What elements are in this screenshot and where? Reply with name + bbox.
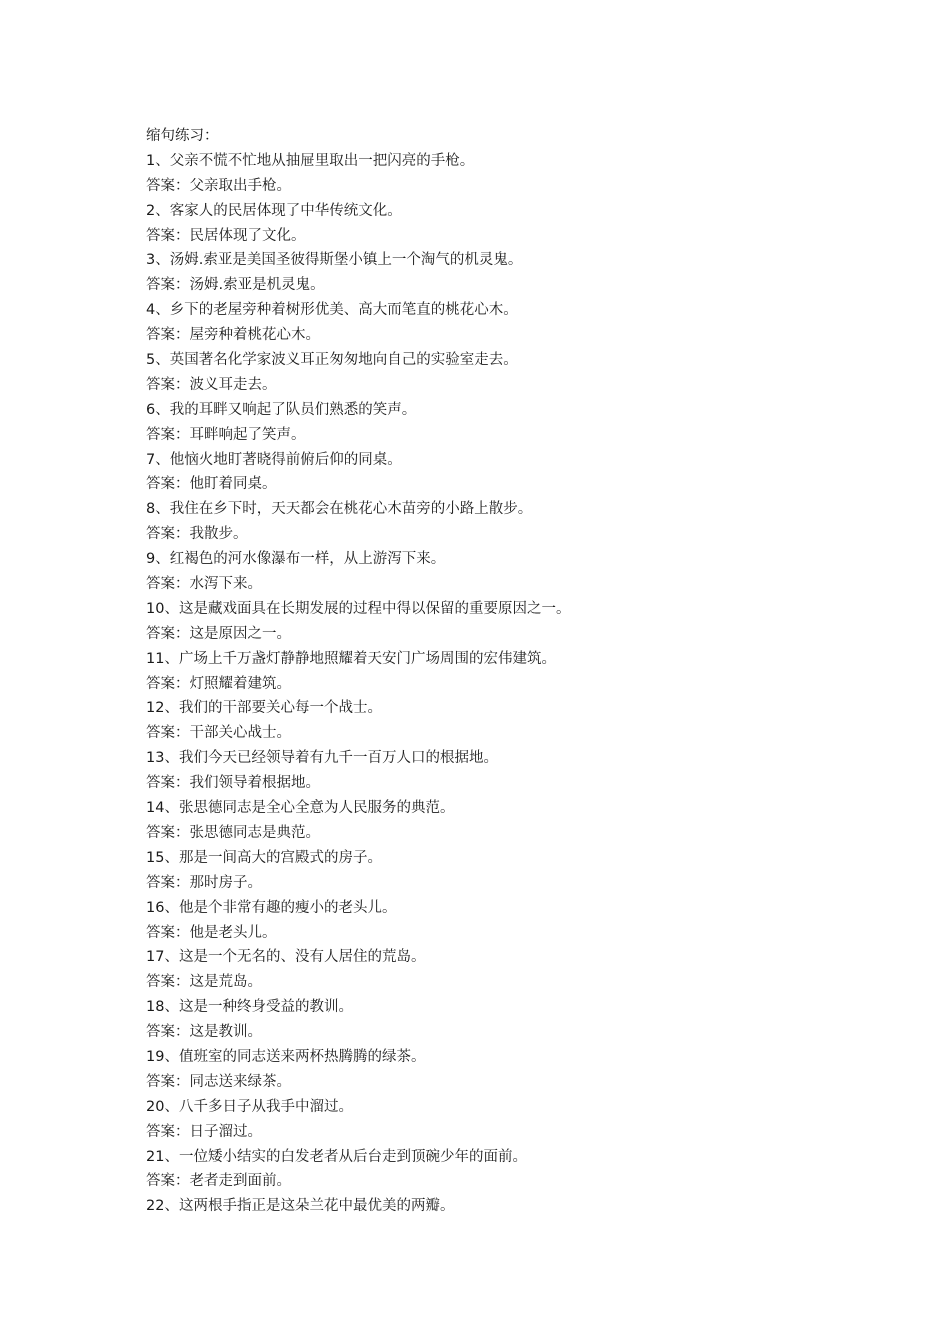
- exercise-question: 5、英国著名化学家波义耳正匆匆地向自己的实验室走去。: [146, 352, 518, 369]
- exercise-answer: 答案：同志送来绿茶。: [146, 1073, 291, 1090]
- exercise-question: 20、八千多日子从我手中溜过。: [146, 1098, 353, 1115]
- exercise-question: 22、这两根手指正是这朵兰花中最优美的两瓣。: [146, 1198, 455, 1215]
- exercise-answer: 答案：他是老头儿。: [146, 924, 277, 941]
- exercise-question: 17、这是一个无名的、没有人居住的荒岛。: [146, 949, 426, 966]
- exercise-question: 16、他是个非常有趣的瘦小的老头儿。: [146, 899, 397, 916]
- exercise-answer: 答案：民居体现了文化。: [146, 227, 306, 244]
- exercise-answer: 答案：老者走到面前。: [146, 1173, 291, 1190]
- exercise-answer: 答案：这是荒岛。: [146, 974, 262, 991]
- exercise-question: 12、我们的干部要关心每一个战士。: [146, 700, 382, 717]
- exercise-answer: 答案：我散步。: [146, 526, 248, 543]
- exercise-answer: 答案：他盯着同桌。: [146, 476, 277, 493]
- exercise-answer: 答案：波义耳走去。: [146, 376, 277, 393]
- exercise-answer: 答案：屋旁种着桃花心木。: [146, 327, 320, 344]
- exercise-answer: 答案：那时房子。: [146, 874, 262, 891]
- exercise-answer: 答案：灯照耀着建筑。: [146, 675, 291, 692]
- exercise-answer: 答案：这是原因之一。: [146, 625, 291, 642]
- exercise-question: 1、父亲不慌不忙地从抽屉里取出一把闪亮的手枪。: [146, 152, 475, 169]
- exercise-question: 15、那是一间高大的宫殿式的房子。: [146, 849, 382, 866]
- exercise-question: 10、这是藏戏面具在长期发展的过程中得以保留的重要原因之一。: [146, 600, 571, 617]
- exercise-answer: 答案：我们领导着根据地。: [146, 775, 320, 792]
- exercise-answer: 答案：水泻下来。: [146, 576, 262, 593]
- exercise-question: 9、红褐色的河水像瀑布一样，从上游泻下来。: [146, 551, 446, 568]
- exercise-question: 19、值班室的同志送来两杯热腾腾的绿茶。: [146, 1048, 426, 1065]
- exercise-list: [146, 149, 866, 1219]
- exercise-question: 6、我的耳畔又响起了队员们熟悉的笑声。: [146, 401, 417, 418]
- exercise-question: 13、我们今天已经领导着有九千一百万人口的根据地。: [146, 750, 498, 767]
- exercise-question: 14、张思德同志是全心全意为人民服务的典范。: [146, 800, 455, 817]
- exercise-answer: 答案：耳畔响起了笑声。: [146, 426, 306, 443]
- exercise-heading: 缩句练习：: [146, 128, 219, 144]
- exercise-question: 7、他恼火地盯著晓得前俯后仰的同桌。: [146, 451, 402, 468]
- exercise-question: 3、汤姆.索亚是美国圣彼得斯堡小镇上一个淘气的机灵鬼。: [146, 252, 523, 269]
- exercise-question: 11、广场上千万盏灯静静地照耀着天安门广场周围的宏伟建筑。: [146, 650, 556, 667]
- exercise-answer: 答案：这是教训。: [146, 1024, 262, 1041]
- exercise-answer: 答案：干部关心战士。: [146, 725, 291, 742]
- exercise-question: 8、我住在乡下时，天天都会在桃花心木苗旁的小路上散步。: [146, 501, 533, 518]
- exercise-answer: 答案：汤姆.索亚是机灵鬼。: [146, 277, 325, 294]
- exercise-question: 2、客家人的民居体现了中华传统文化。: [146, 202, 402, 219]
- exercise-answer: 答案：日子溜过。: [146, 1123, 262, 1140]
- exercise-answer: 答案：父亲取出手枪。: [146, 177, 291, 194]
- exercise-question: 4、乡下的老屋旁种着树形优美、高大而笔直的桃花心木。: [146, 302, 518, 319]
- exercise-content: [146, 124, 866, 1219]
- exercise-question: 21、一位矮小结实的白发老者从后台走到顶碗少年的面前。: [146, 1148, 527, 1165]
- exercise-question: 18、这是一种终身受益的教训。: [146, 999, 353, 1016]
- exercise-answer: 答案：张思德同志是典范。: [146, 824, 320, 841]
